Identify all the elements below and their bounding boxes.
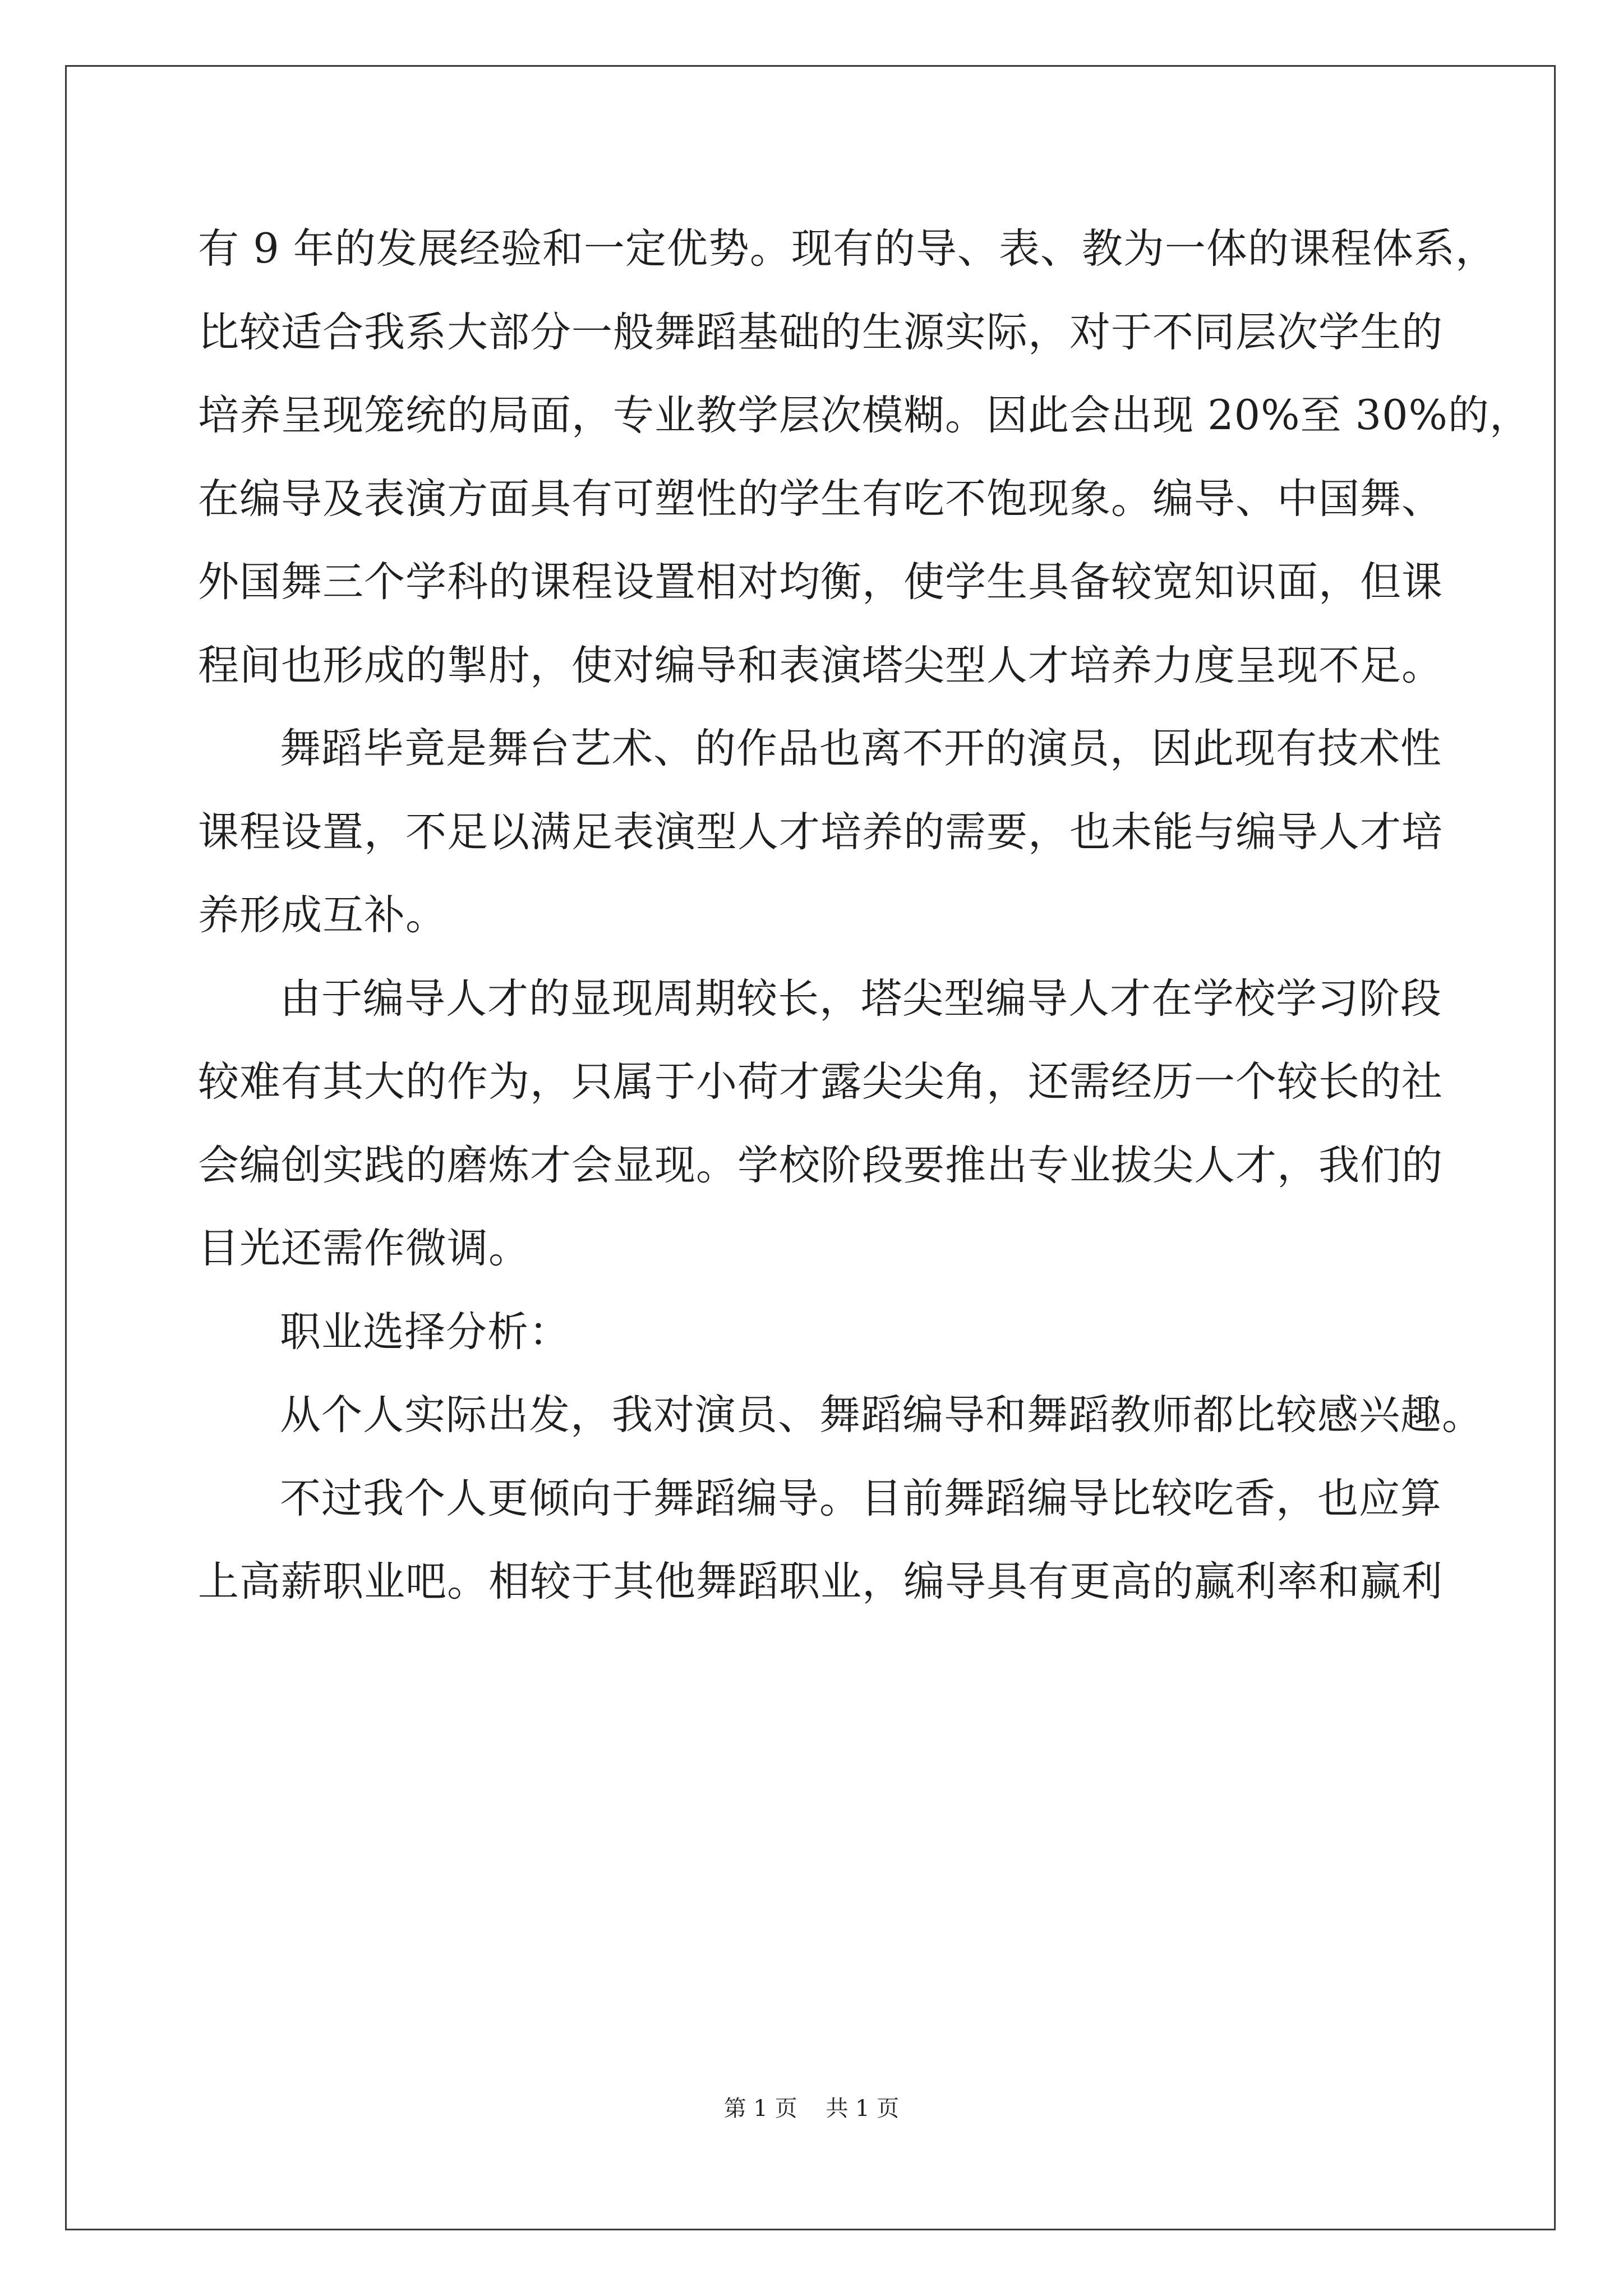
text-line: 职业选择分析： bbox=[280, 1308, 570, 1356]
text-line: 课程设置，不足以满足表演型人才培养的需要，也未能与编导人才培 bbox=[198, 808, 1443, 856]
text-line: 有 9 年的发展经验和一定优势。现有的导、表、教为一体的课程体系， bbox=[198, 225, 1497, 273]
text-line: 会编创实践的磨炼才会显现。学校阶段要推出专业拔尖人才，我们的 bbox=[198, 1141, 1443, 1189]
text-line: 不过我个人更倾向于舞蹈编导。目前舞蹈编导比较吃香，也应算 bbox=[280, 1474, 1442, 1522]
text-line: 培养呈现笼统的局面，专业教学层次模糊。因此会出现 20%至 30%的， bbox=[198, 392, 1531, 439]
text-line: 比较适合我系大部分一般舞蹈基础的生源实际，对于不同层次学生的 bbox=[198, 308, 1443, 356]
text-line: 较难有其大的作为，只属于小荷才露尖尖角，还需经历一个较长的社 bbox=[198, 1058, 1443, 1106]
text-line: 舞蹈毕竟是舞台艺术、的作品也离不开的演员，因此现有技术性 bbox=[280, 725, 1442, 772]
text-line: 养形成互补。 bbox=[198, 891, 447, 939]
text-line: 从个人实际出发，我对演员、舞蹈编导和舞蹈教师都比较感兴趣。 bbox=[280, 1391, 1483, 1439]
text-line: 程间也形成的掣肘，使对编导和表演塔尖型人才培养力度呈现不足。 bbox=[198, 641, 1443, 689]
text-line: 上高薪职业吧。相较于其他舞蹈职业，编导具有更高的赢利率和赢利 bbox=[198, 1558, 1443, 1605]
page-number: 第 1 页 共 1 页 bbox=[723, 2096, 900, 2122]
text-line: 在编导及表演方面具有可塑性的学生有吃不饱现象。编导、中国舞、 bbox=[198, 475, 1443, 523]
text-line: 外国舞三个学科的课程设置相对均衡，使学生具备较宽知识面，但课 bbox=[198, 558, 1443, 606]
text-line: 由于编导人才的显现周期较长，塔尖型编导人才在学校学习阶段 bbox=[280, 974, 1442, 1023]
document-body bbox=[198, 208, 1531, 1624]
page-footer bbox=[0, 2091, 1623, 2123]
text-line: 目光还需作微调。 bbox=[198, 1225, 530, 1272]
